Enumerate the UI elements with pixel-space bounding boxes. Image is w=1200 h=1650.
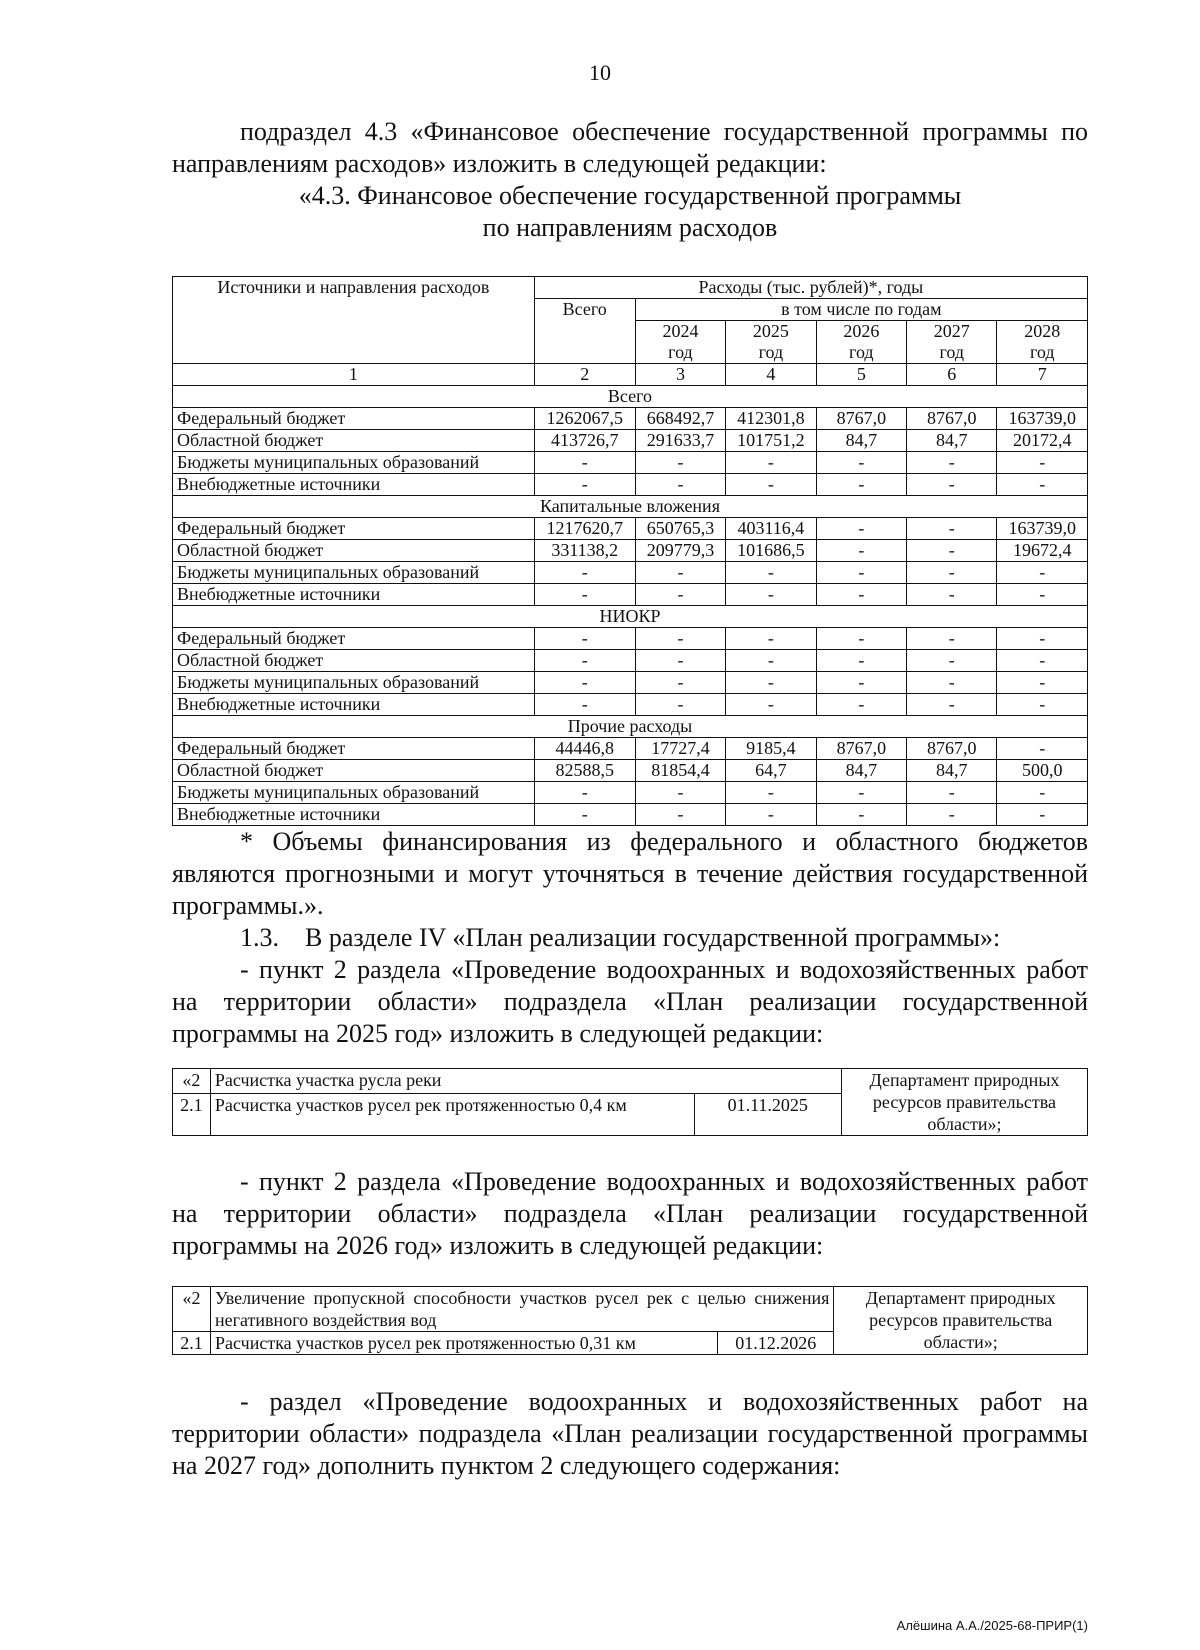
table-cell: - (726, 562, 816, 584)
table-cell: - (816, 804, 906, 826)
header-incl-years: в том числе по годам (635, 299, 1087, 321)
table-cell: - (997, 474, 1088, 496)
table-cell: - (816, 474, 906, 496)
table-cell: - (997, 562, 1088, 584)
table-row (173, 518, 1088, 540)
table-cell: 17727,4 (635, 738, 725, 760)
table-cell: - (726, 672, 816, 694)
table-cell: - (635, 782, 725, 804)
table-row (173, 804, 1088, 826)
table-cell: - (816, 694, 906, 716)
table-cell: - (635, 672, 725, 694)
table-cell: - (907, 672, 997, 694)
table-cell: 331138,2 (534, 540, 635, 562)
row-label: Внебюджетные источники (173, 474, 535, 496)
table-cell: 84,7 (816, 760, 906, 782)
header-year-2: 2026 (816, 321, 906, 343)
footnote: * Объемы финансирования из федерального и областного бюджетов являются прогнозными и могут уточняться в течение действия государственной программы.». (172, 827, 1088, 920)
table-cell: - (534, 452, 635, 474)
table-row (173, 628, 1088, 650)
table-cell: - (635, 562, 725, 584)
table-cell: - (534, 650, 635, 672)
table-cell: 1262067,5 (534, 408, 635, 430)
table-cell: 413726,7 (534, 430, 635, 452)
page-number: 10 (589, 60, 611, 85)
table-cell: 84,7 (907, 430, 997, 452)
table-cell: 291633,7 (635, 430, 725, 452)
plan-2025-row2-date: 01.11.2025 (694, 1094, 841, 1136)
table-cell: - (997, 782, 1088, 804)
table-row (173, 562, 1088, 584)
table-cell: - (907, 584, 997, 606)
header-year-4: 2028 (997, 321, 1088, 343)
table-cell: 650765,3 (635, 518, 725, 540)
section-header-row (173, 496, 1088, 518)
table-cell: - (997, 694, 1088, 716)
table-cell: 101686,5 (726, 540, 816, 562)
table-cell: - (534, 474, 635, 496)
table-cell: 9185,4 (726, 738, 816, 760)
plan-2025-department: Департамент природных ресурсов правительства области»; (841, 1069, 1087, 1136)
row-label: Внебюджетные источники (173, 694, 535, 716)
table-cell: - (534, 584, 635, 606)
table-cell: - (726, 782, 816, 804)
header-expenses: Расходы (тыс. рублей)*, годы (534, 277, 1087, 299)
table-cell: 84,7 (816, 430, 906, 452)
table-row (173, 760, 1088, 782)
table-cell: 412301,8 (726, 408, 816, 430)
row-label: Бюджеты муниципальных образований (173, 672, 535, 694)
table-cell: - (816, 672, 906, 694)
table-cell: 81854,4 (635, 760, 725, 782)
plan-2026-department: Департамент природных ресурсов правительства области»; (834, 1287, 1088, 1355)
table-cell: - (726, 628, 816, 650)
plan-table-2025 (172, 1068, 1088, 1136)
table-cell: - (997, 738, 1088, 760)
header-year-1: 2025 (726, 321, 816, 343)
table-cell: - (907, 562, 997, 584)
table-cell: - (816, 782, 906, 804)
row-label: Бюджеты муниципальных образований (173, 562, 535, 584)
table-cell: - (997, 804, 1088, 826)
plan-2025-row2-num: 2.1 (173, 1094, 211, 1136)
header-year-unit-4: год (997, 342, 1088, 364)
table-cell: - (816, 452, 906, 474)
section-title: Капитальные вложения (173, 496, 1088, 518)
row-label: Бюджеты муниципальных образований (173, 782, 535, 804)
header-total: Всего (534, 299, 635, 364)
intro-paragraph: подраздел 4.3 «Финансовое обеспечение государственной программы по направлениям расходов» изложить в следующей редакции: (172, 117, 1088, 178)
table-cell: - (534, 694, 635, 716)
table-cell: - (907, 650, 997, 672)
footer-document-code: Алёшина А.А./2025-68-ПРИР(1) (896, 1618, 1088, 1633)
finance-table (172, 276, 1088, 826)
table-cell: - (635, 804, 725, 826)
paragraph-2026: - пункт 2 раздела «Проведение водоохранных и водохозяйственных работ на территории области» подраздела «План реализации государственной программы на 2026 год» изложить в следующей редакции: (172, 1167, 1088, 1260)
table-cell: - (907, 628, 997, 650)
table-cell: 8767,0 (907, 738, 997, 760)
table-row (173, 650, 1088, 672)
row-label: Внебюджетные источники (173, 804, 535, 826)
row-label: Областной бюджет (173, 650, 535, 672)
table-cell: - (997, 672, 1088, 694)
column-number-7: 7 (997, 364, 1088, 386)
section-title: НИОКР (173, 606, 1088, 628)
table-cell: 101751,2 (726, 430, 816, 452)
table-cell: - (534, 782, 635, 804)
table-row (173, 782, 1088, 804)
plan-2026-row1-text: Увеличение пропускной способности участков русел рек с целью снижения негативного воздействия вод (211, 1287, 834, 1332)
table-cell: 8767,0 (816, 738, 906, 760)
table-cell: 19672,4 (997, 540, 1088, 562)
column-number-4: 4 (726, 364, 816, 386)
table-cell: - (816, 518, 906, 540)
table-cell: - (816, 540, 906, 562)
paragraph-2025: - пункт 2 раздела «Проведение водоохранных и водохозяйственных работ на территории области» подраздела «План реализации государственной программы на 2025 год» изложить в следующей редакции: (172, 955, 1088, 1048)
column-number-2: 2 (534, 364, 635, 386)
table-row (173, 540, 1088, 562)
table-cell: - (635, 694, 725, 716)
plan-2026-row2-text: Расчистка участков русел рек протяженностью 0,31 км (211, 1332, 718, 1355)
section-title-line1: «4.3. Финансовое обеспечение государственной программы (298, 181, 962, 210)
table-cell: 209779,3 (635, 540, 725, 562)
table-cell: - (907, 474, 997, 496)
table-cell: - (726, 452, 816, 474)
table-cell: - (635, 628, 725, 650)
header-year-unit-2: год (816, 342, 906, 364)
plan-2025-row1-text: Расчистка участка русла реки (210, 1069, 841, 1094)
table-row (173, 474, 1088, 496)
table-cell: - (635, 474, 725, 496)
header-year-unit-1: год (726, 342, 816, 364)
table-cell: - (907, 694, 997, 716)
row-label: Федеральный бюджет (173, 518, 535, 540)
table-cell: - (726, 474, 816, 496)
section-header-row (173, 716, 1088, 738)
table-cell: - (816, 628, 906, 650)
header-sources: Источники и направления расходов (173, 277, 535, 364)
row-label: Бюджеты муниципальных образований (173, 452, 535, 474)
plan-2025-row2-text: Расчистка участков русел рек протяженностью 0,4 км (210, 1094, 694, 1136)
table-cell: - (997, 650, 1088, 672)
paragraph-2027: - раздел «Проведение водоохранных и водохозяйственных работ на территории области» подраздела «План реализации государственной программы на 2027 год» дополнить пунктом 2 следующего содержания: (172, 1387, 1088, 1480)
table-row (173, 452, 1088, 474)
table-row (173, 430, 1088, 452)
table-cell: 500,0 (997, 760, 1088, 782)
table-cell: - (635, 650, 725, 672)
row-label: Федеральный бюджет (173, 738, 535, 760)
header-year-3: 2027 (907, 321, 997, 343)
row-label: Внебюджетные источники (173, 584, 535, 606)
table-cell: - (726, 694, 816, 716)
table-cell: - (726, 804, 816, 826)
table-cell: - (635, 452, 725, 474)
table-cell: - (816, 562, 906, 584)
table-row (173, 672, 1088, 694)
row-label: Федеральный бюджет (173, 628, 535, 650)
table-cell: - (907, 782, 997, 804)
table-cell: - (907, 540, 997, 562)
table-cell: - (816, 584, 906, 606)
column-number-5: 5 (816, 364, 906, 386)
table-cell: - (534, 628, 635, 650)
table-row (173, 694, 1088, 716)
table-cell: - (534, 672, 635, 694)
table-cell: - (726, 650, 816, 672)
table-cell: - (997, 452, 1088, 474)
table-cell: - (907, 804, 997, 826)
table-cell: 8767,0 (816, 408, 906, 430)
table-cell: 64,7 (726, 760, 816, 782)
section-header-row (173, 386, 1088, 408)
header-year-unit-3: год (907, 342, 997, 364)
table-cell: - (726, 584, 816, 606)
plan-2025-row1-num: «2 (173, 1069, 211, 1094)
plan-2026-row1-num: «2 (173, 1287, 211, 1332)
plan-2026-row2-num: 2.1 (173, 1332, 211, 1355)
table-cell: - (907, 518, 997, 540)
table-cell: 8767,0 (907, 408, 997, 430)
table-cell: - (907, 452, 997, 474)
table-cell: 84,7 (907, 760, 997, 782)
row-label: Областной бюджет (173, 540, 535, 562)
plan-2026-row2-date: 01.12.2026 (718, 1332, 834, 1355)
column-number-3: 3 (635, 364, 725, 386)
table-cell: - (997, 628, 1088, 650)
table-cell: 163739,0 (997, 518, 1088, 540)
table-cell: - (534, 804, 635, 826)
column-number-6: 6 (907, 364, 997, 386)
table-cell: 20172,4 (997, 430, 1088, 452)
table-cell: 44446,8 (534, 738, 635, 760)
row-label: Областной бюджет (173, 430, 535, 452)
section-title: Всего (173, 386, 1088, 408)
table-row (173, 738, 1088, 760)
table-cell: - (534, 562, 635, 584)
table-cell: 82588,5 (534, 760, 635, 782)
column-number-1: 1 (173, 364, 535, 386)
table-cell: - (816, 650, 906, 672)
row-label: Федеральный бюджет (173, 408, 535, 430)
table-cell: 1217620,7 (534, 518, 635, 540)
table-cell: 403116,4 (726, 518, 816, 540)
header-year-unit-0: год (635, 342, 725, 364)
table-row (173, 408, 1088, 430)
section-title-line2: по направлениям расходов (482, 213, 778, 242)
section-header-row (173, 606, 1088, 628)
table-row (173, 584, 1088, 606)
plan-table-2026 (172, 1286, 1088, 1355)
header-year-0: 2024 (635, 321, 725, 343)
table-cell: 163739,0 (997, 408, 1088, 430)
item-1-3: 1.3. В разделе IV «План реализации государственной программы»: (240, 923, 1001, 952)
table-cell: - (635, 584, 725, 606)
table-cell: - (997, 584, 1088, 606)
section-title: Прочие расходы (173, 716, 1088, 738)
row-label: Областной бюджет (173, 760, 535, 782)
table-cell: 668492,7 (635, 408, 725, 430)
